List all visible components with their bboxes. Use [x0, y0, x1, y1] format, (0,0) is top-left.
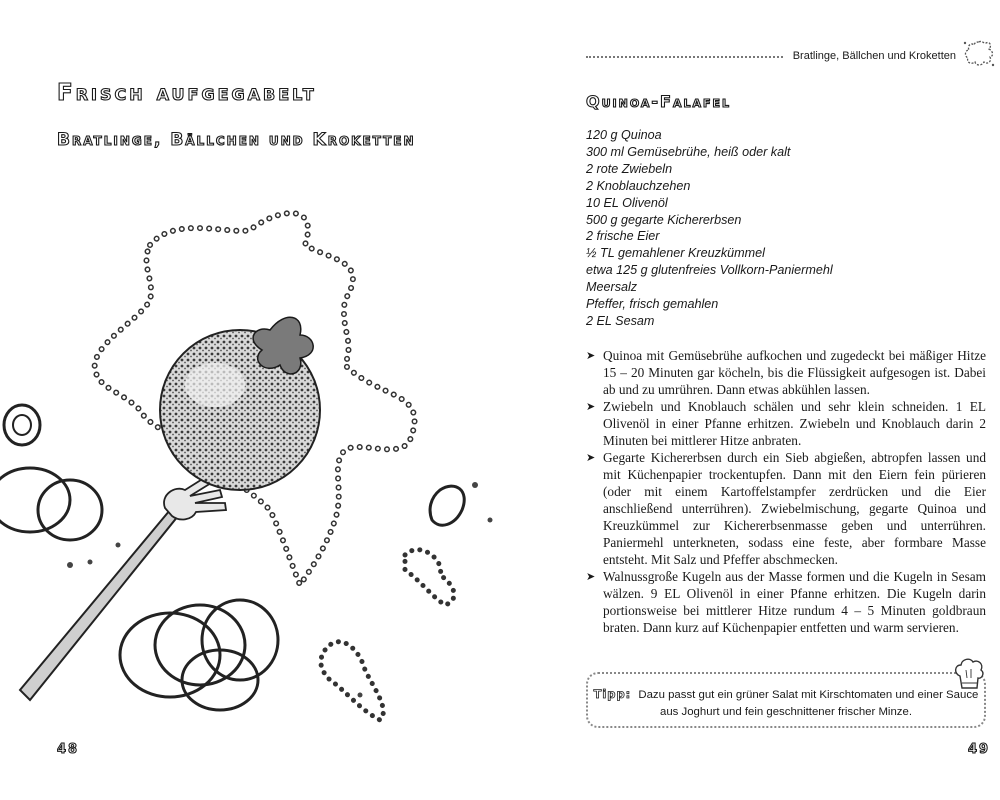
dotted-leader [586, 56, 783, 58]
splat-icon [962, 38, 996, 70]
list-item: 2 EL Sesam [586, 313, 655, 328]
list-item: etwa 125 g glutenfreies Vollkorn-Paniermehl [586, 263, 833, 278]
step-item: ➤ Gegarte Kichererbsen durch ein Sieb abgießen, abtropfen lassen und mit Küchenpapier trockentupfen. Dann mit den Eiern fein pürieren (oder mit einem Kartoffelstampfer zerdrücken und die Eier anschließend unterrühren). Zwiebelmischung, gegarte Quinoa und Kreuzkümmel zur Kichererbsenmasse geben und unterrühren. Paniermehl unterkneten, sodass eine feste, aber formbare Masse entsteht. Mit Salz und Pfeffer abschmecken. [586, 449, 986, 568]
list-item: 2 Knoblauchzehen [586, 178, 691, 193]
list-item: Meersalz [586, 280, 638, 295]
fork-falafel-illustration [0, 190, 500, 740]
step-item: ➤ Walnussgroße Kugeln aus der Masse formen und die Kugeln in Sesam wälzen. 9 EL Olivenöl in einer Pfanne erhitzen. Die Kugeln darin portionsweise bei mittlerer Hitze rundum 4 – 5 Minuten goldbraun braten. Dann kurz auf Küchenpapier entfetten und warm servieren. [586, 568, 986, 636]
list-item: Pfeffer, frisch gemahlen [586, 297, 719, 312]
list-item: 10 EL Olivenöl [586, 195, 668, 210]
page-number-right: 49 [968, 742, 991, 757]
step-item: ➤ Quinoa mit Gemüsebrühe aufkochen und zugedeckt bei mäßiger Hitze 15 – 20 Minuten gar köcheln, bis die Flüssigkeit aufgesogen ist. Dabei ab und zu umrühren. Dann etwas abkühlen lassen. [586, 347, 986, 398]
tip-text: Dazu passt gut ein grüner Salat mit Kirschtomaten und einer Sauce aus Joghurt und fein geschnittener frischer Minze. [638, 689, 979, 718]
list-item: 2 frische Eier [586, 229, 660, 244]
right-page [500, 0, 1000, 800]
instruction-steps [586, 347, 986, 636]
running-head [586, 50, 956, 62]
page-number-left: 48 [57, 742, 80, 757]
list-item: ½ TL gemahlener Kreuzkümmel [586, 246, 765, 261]
list-item: 300 ml Gemüsebrühe, heiß oder kalt [586, 144, 791, 159]
chef-hat-icon [952, 656, 986, 694]
chapter-title: Frisch aufgegabelt [57, 80, 317, 106]
list-item: 500 g gegarte Kichererbsen [586, 212, 742, 227]
chapter-subtitle: Bratlinge, Bällchen und Kroketten [57, 130, 416, 150]
ingredient-list [586, 127, 833, 330]
recipe-title: Quinoa-Falafel [586, 92, 732, 111]
tip-box [586, 672, 986, 728]
tip-label: Tipp: [593, 687, 632, 701]
running-head-text: Bratlinge, Bällchen und Kroketten [792, 50, 956, 62]
list-item: 2 rote Zwiebeln [586, 161, 673, 176]
list-item: 120 g Quinoa [586, 128, 662, 142]
step-item: ➤ Zwiebeln und Knoblauch schälen und sehr klein schneiden. 1 EL Olivenöl in einer Pfanne erhitzen. Zwiebeln und Knoblauch darin 2 Minuten bei mittlerer Hitze anbraten. [586, 398, 986, 449]
